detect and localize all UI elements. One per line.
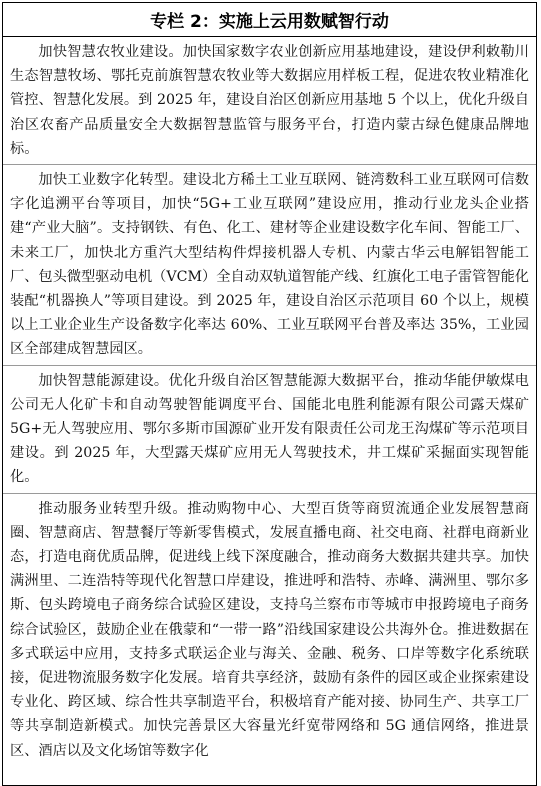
divider xyxy=(3,164,536,165)
divider xyxy=(3,493,536,494)
divider xyxy=(3,365,536,366)
column-box xyxy=(2,2,537,786)
paragraph-services: 推动服务业转型升级。推动购物中心、大型百货等商贸流通企业发展智慧商圈、智慧商店、智慧餐厅等新零售模式，发展直播电商、社交电商、社群电商新业态，打造电商优质品牌，促进线上线下深度融合，推动商务大数据共建共享。加快满洲里、二连浩特等现代化智慧口岸建设，推进呼和浩特、赤峰、满洲里、鄂尔多斯、包头跨境电子商务综合试验区建设，支持乌兰察布市等城市申报跨境电子商务综合试验区，鼓励企业在俄蒙和“一带一路”沿线国家建设公共海外仓。推进数据在多式联运中应用，支持多式联运企业与海关、金融、税务、口岸等数字化系统联接，促进物流服务数字化发展。培育共享经济，鼓励有条件的园区或企业探索建设专业化、跨区域、综合性共享制造平台，积极培育产能对接、协同生产、共享工厂等共享制造新模式。加快完善景区大容量光纤宽带网络和 5G 通信网络，推进景区、酒店以及文化场馆等数字化 xyxy=(10,500,529,759)
paragraph-industry: 加快工业数字化转型。建设北方稀土工业互联网、链湾数科工业互联网可信数字化追溯平台等项目，加快“5G+工业互联网”建设应用，推动行业龙头企业搭建“产业大脑”。支持钢铁、有色、化工、建材等企业建设数字化车间、智能工厂、未来工厂，加快北方重汽大型结构件焊接机器人专机、内蒙古华云电解铝智能工厂、包头微型驱动电机（VCM）全自动双轨道智能产线、红旗化工电子雷管智能化装配“机器换人”等项目建设。到 2025 年，建设自治区示范项目 60 个以上，规模以上工业企业生产设备数字化率达 60%、工业互联网平台普及率达 35%，工业园区全部建成智慧园区。 xyxy=(10,172,529,358)
box-content xyxy=(3,37,536,763)
paragraph-energy: 加快智慧能源建设。优化升级自治区智慧能源大数据平台，推动华能伊敏煤电公司无人化矿卡和自动驾驶智能调度平台、国能北电胜利能源有限公司露天煤矿 5G+无人驾驶应用、鄂尔多斯市国源矿业开发有限责任公司龙王沟煤矿等示范项目建设。到 2025 年，大型露天煤矿应用无人驾驶技术，井工煤矿采掘面实现智能化。 xyxy=(10,372,529,486)
paragraph-agriculture: 加快智慧农牧业建设。加快国家数字农业创新应用基地建设，建设伊利敕勒川生态智慧牧场、鄂托克前旗智慧农牧业等大数据应用样板工程，促进农牧业精准化管控、智慧化发展。到 2025 年，建设自治区创新应用基地 5 个以上，优化升级自治区农畜产品质量安全大数据智慧监管与服务平台，打造内蒙古绿色健康品牌地标。 xyxy=(10,44,529,157)
box-title: 专栏 2：实施上云用数赋智行动 xyxy=(3,3,536,37)
